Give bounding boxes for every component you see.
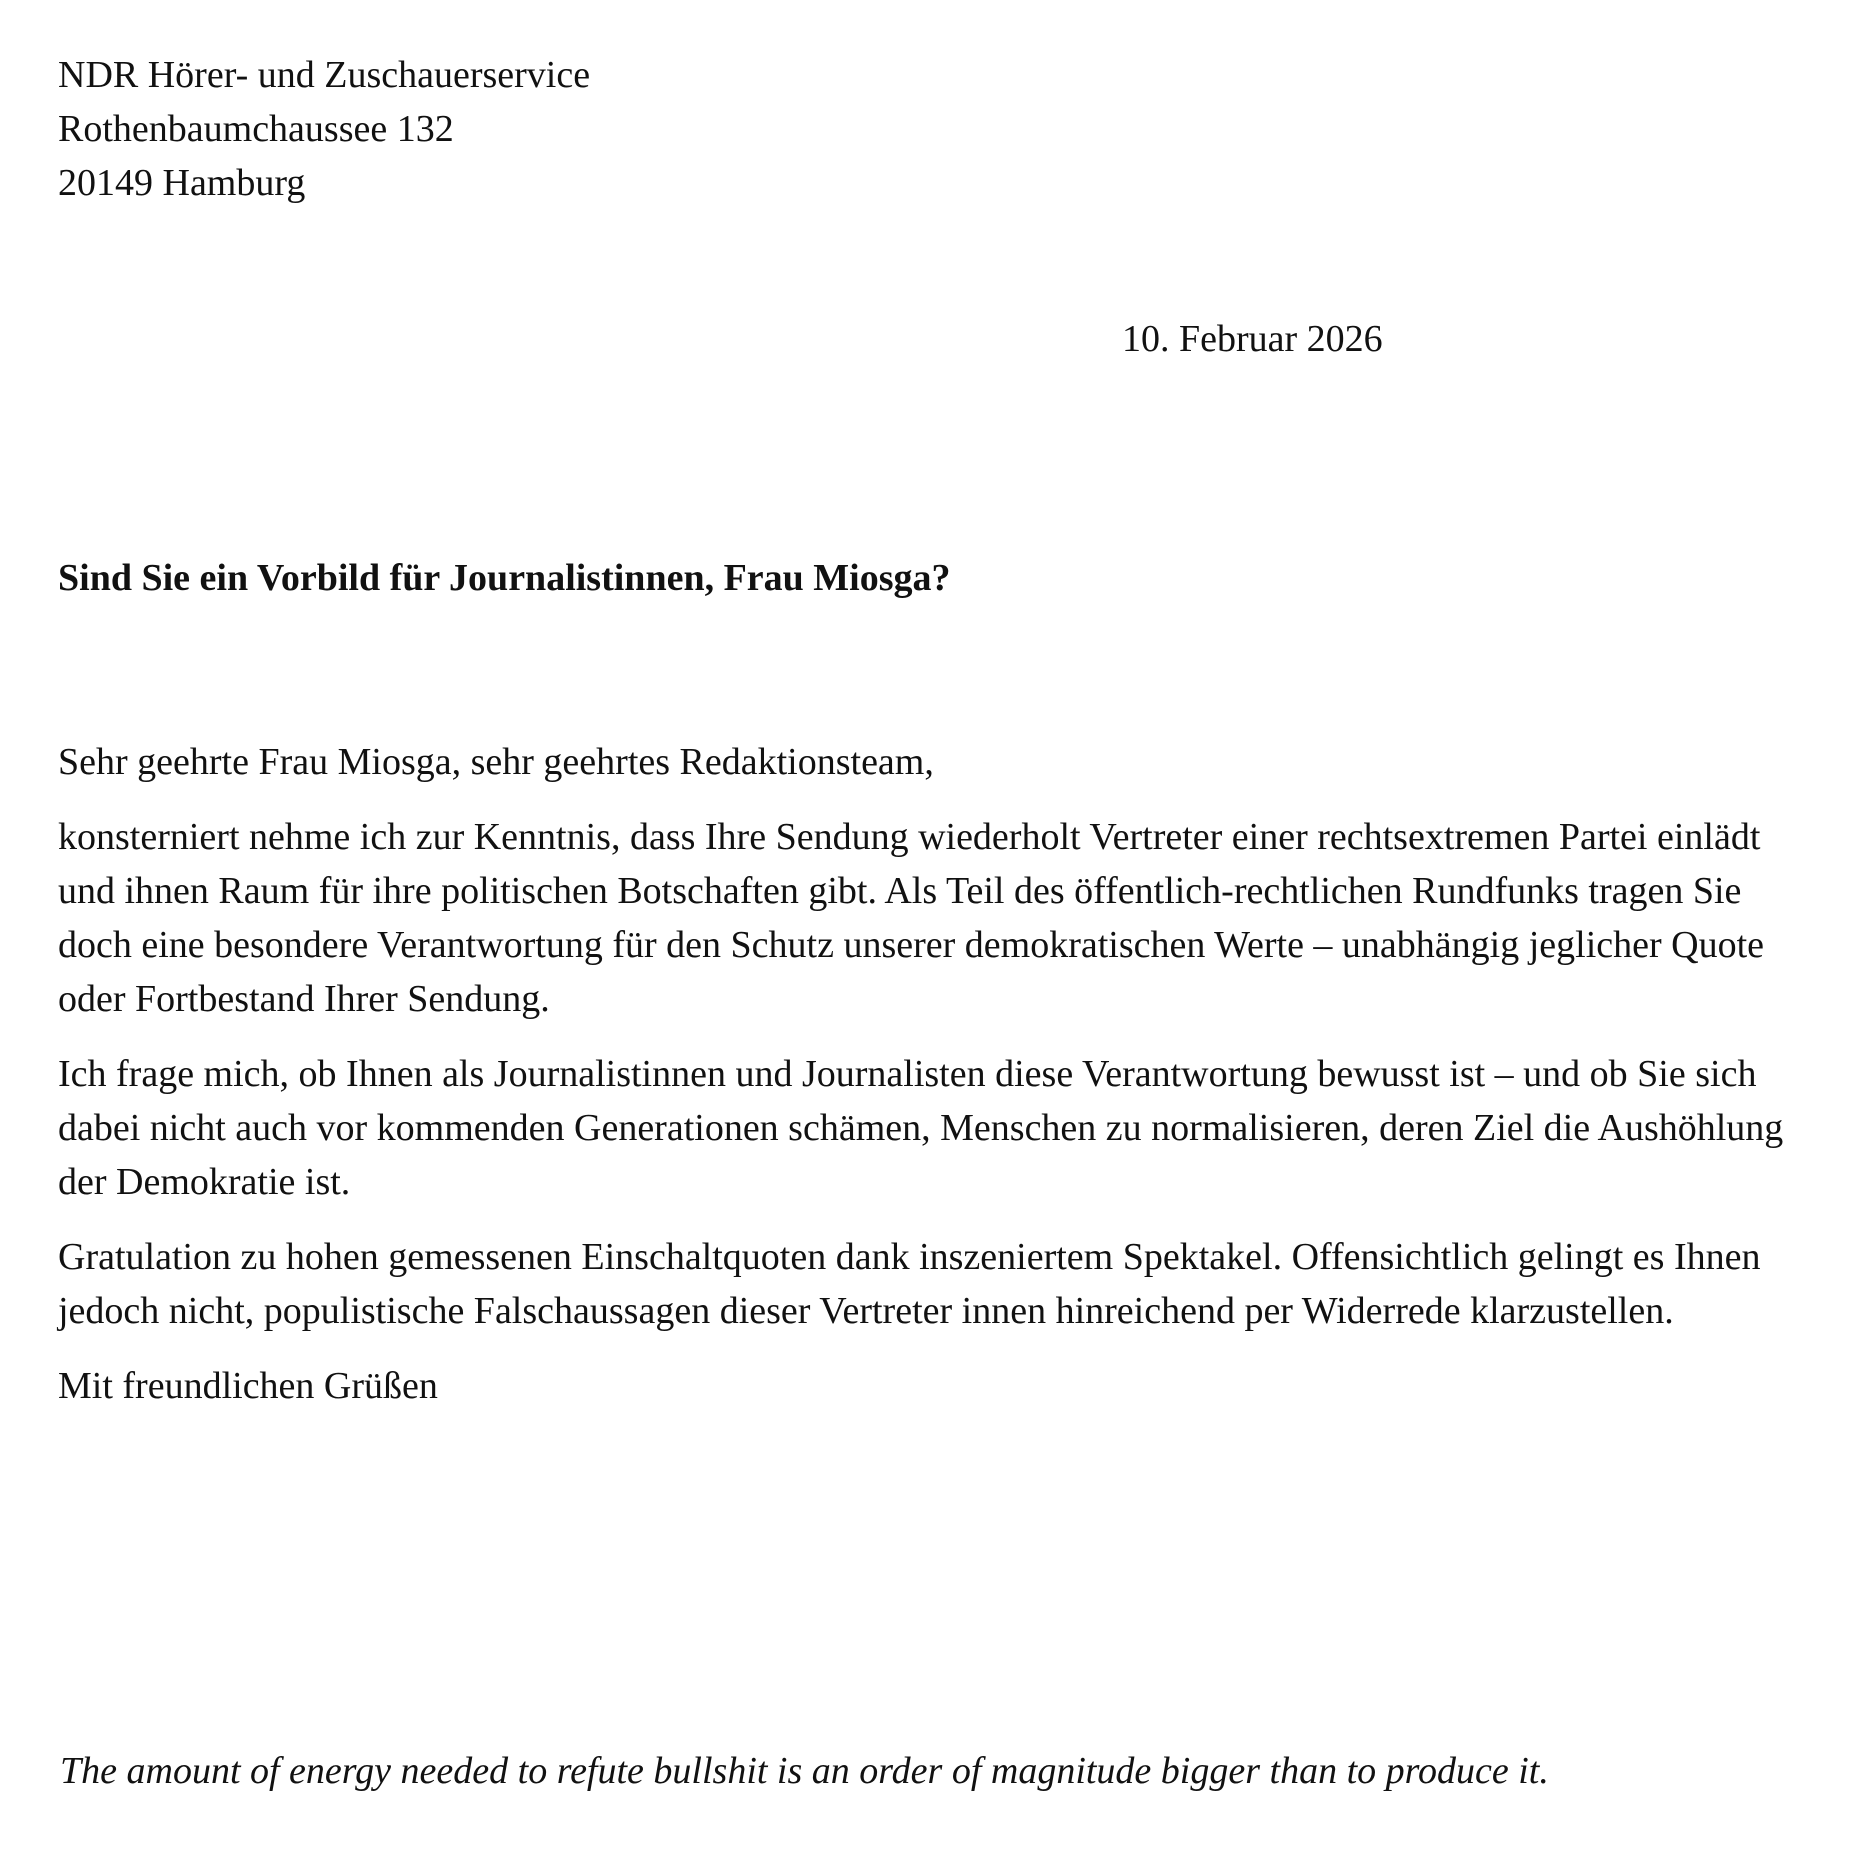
closing: Mit freundlichen Grüßen xyxy=(58,1365,438,1407)
paragraph-2: Ich frage mich, ob Ihnen als Journalistinnen und Journalisten diese Verantwortung bewusst ist – und ob Sie sich dabei nicht auch vor kommenden Generationen schämen, Menschen zu normalisieren, deren Ziel die Aushöhlung der Demokratie ist. xyxy=(58,1053,1784,1203)
footer-quote: The amount of energy needed to refute bullshit is an order of magnitude bigger than to produce it. xyxy=(60,1750,1549,1792)
salutation: Sehr geehrte Frau Miosga, sehr geehrtes Redaktionsteam, xyxy=(58,741,934,783)
paragraph-1: konsterniert nehme ich zur Kenntnis, dass Ihre Sendung wiederholt Vertreter einer rechtsextremen Partei einlädt und ihnen Raum für ihre politischen Botschaften gibt. Als Teil des öffentlich-rechtlichen Rundfunks tragen Sie doch eine besondere Verantwortung für den Schutz unserer demokratischen Werte – unabhängig jeglicher Quote oder Fortbestand Ihrer Sendung. xyxy=(58,816,1765,1020)
recipient-address xyxy=(58,48,958,210)
recipient-line-3: 20149 Hamburg xyxy=(58,162,306,204)
letter-subject: Sind Sie ein Vorbild für Journalistinnen, Frau Miosga? xyxy=(58,557,951,599)
letter-body xyxy=(58,735,1818,1434)
recipient-line-2: Rothenbaumchaussee 132 xyxy=(58,108,454,150)
letter-date: 10. Februar 2026 xyxy=(1122,318,1383,360)
recipient-line-1: NDR Hörer- und Zuschauerservice xyxy=(58,54,591,96)
paragraph-3: Gratulation zu hohen gemessenen Einschaltquoten dank inszeniertem Spektakel. Offensichtlich gelingt es Ihnen jedoch nicht, populistische Falschaussagen dieser Vertreter innen hinreichend per Widerrede klarzustellen. xyxy=(58,1236,1761,1332)
